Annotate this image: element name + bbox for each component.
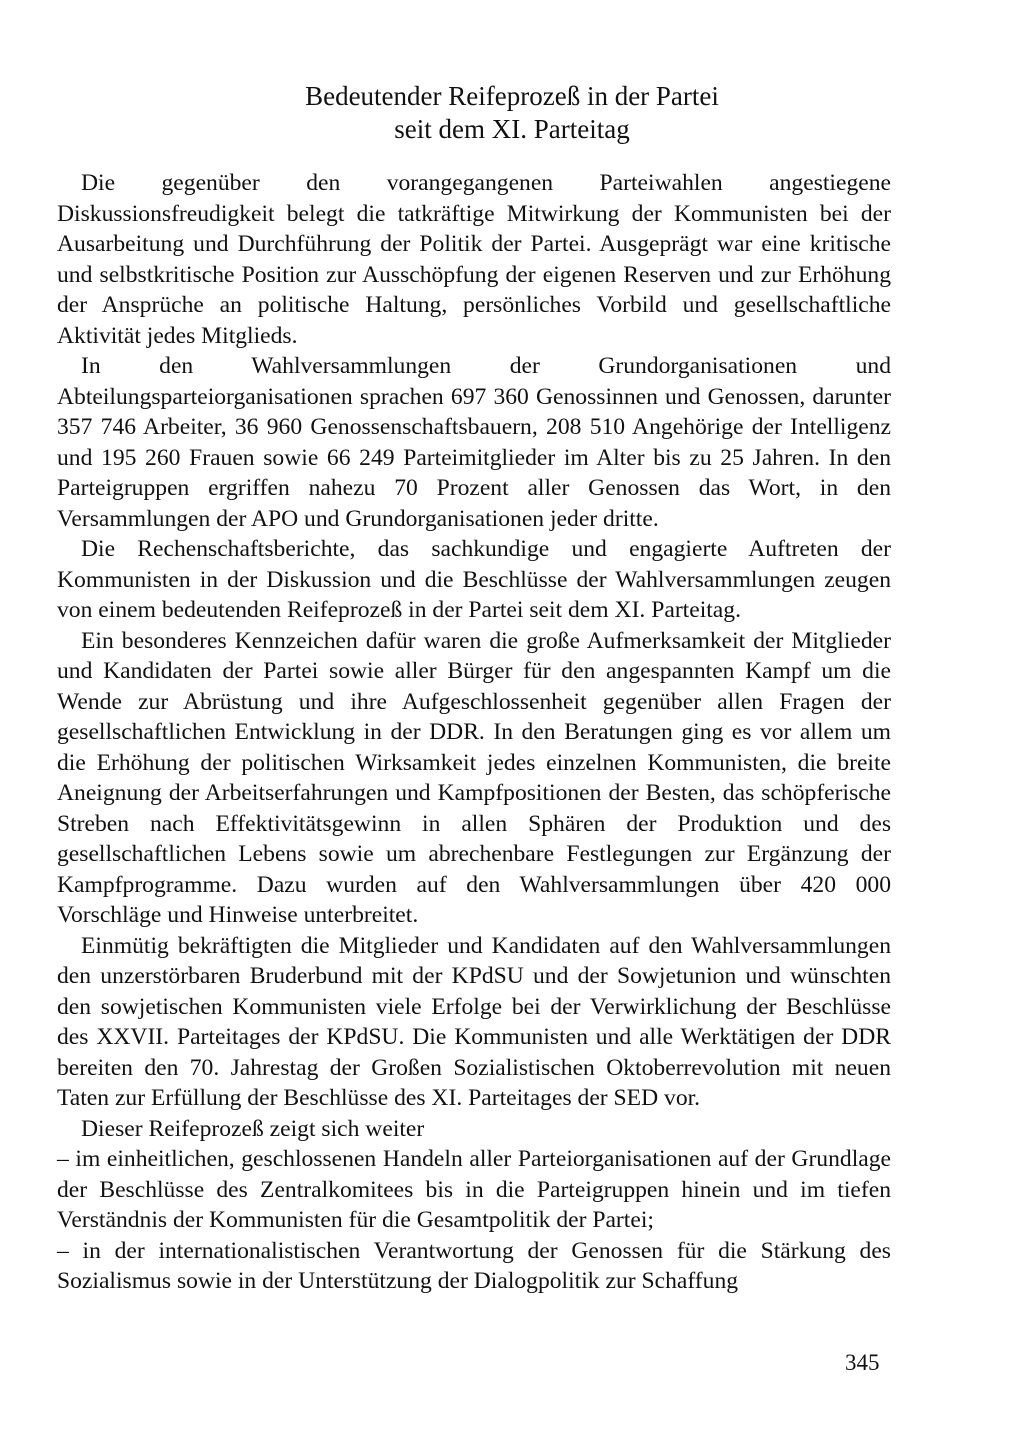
list-item-1: – im einheitlichen, geschlossenen Handeln aller Parteiorganisationen auf der Grundlage der Beschlüsse des Zentralkomitees bis in die Parteigruppen hinein und im tiefen Verständnis der Kommunisten für die Gesamtpolitik der Partei;	[57, 1146, 891, 1233]
paragraph-4: Ein besonderes Kennzeichen dafür waren die große Aufmerksamkeit der Mitglieder und Kandidaten der Partei sowie aller Bürger für den angespannten Kampf um die Wende zur Abrüstung und ihre Aufgeschlossenheit gegenüber allen Fragen der gesellschaftlichen Entwicklung in der DDR. In den Beratungen ging es vor allem um die Erhöhung der politischen Wirksamkeit jedes einzelnen Kommunisten, die breite Aneignung der Arbeitserfahrungen und Kampfpositionen der Besten, das schöpferische Streben nach Effektivitätsgewinn in allen Sphären der Produktion und des gesellschaftlichen Lebens sowie um abrechenbare Festlegungen zur Ergänzung der Kampfprogramme. Dazu wurden auf den Wahlversammlungen über 420 000 Vorschläge und Hinweise unterbreitet.	[57, 627, 891, 928]
paragraph-6: Dieser Reifeprozeß zeigt sich weiter	[81, 1115, 425, 1142]
page-number: 345	[845, 1350, 880, 1375]
heading-line-1: Bedeutender Reifeprozeß in der Partei	[305, 81, 719, 111]
paragraph-3: Die Rechenschaftsberichte, das sachkundige und engagierte Auftreten der Kommunisten in der Diskussion und die Beschlüsse der Wahlversammlungen zeugen von einem bedeutenden Reifeprozeß in der Partei seit dem XI. Parteitag.	[57, 536, 891, 623]
paragraph-1: Die gegenüber den vorangegangenen Parteiwahlen angestiegene Diskussionsfreudigkeit belegt die tatkräftige Mitwirkung der Kommunisten bei der Ausarbeitung und Durchführung der Politik der Partei. Ausgeprägt war eine kritische und selbstkritische Position zur Ausschöpfung der eigenen Reserven und zur Erhöhung der Ansprüche an politische Haltung, persönliches Vorbild und gesellschaftliche Aktivität jedes Mitglieds.	[57, 170, 891, 349]
paragraph-2: In den Wahlversammlungen der Grundorganisationen und Abteilungsparteiorganisationen sprachen 697 360 Genossinnen und Genossen, darunter 357 746 Arbeiter, 36 960 Genossenschaftsbauern, 208 510 Angehörige der Intelligenz und 195 260 Frauen sowie 66 249 Parteimitglieder im Alter bis zu 25 Jahren. In den Parteigruppen ergriffen nahezu 70 Prozent aller Genossen das Wort, in den Versammlungen der APO und Grundorganisationen jeder dritte.	[57, 353, 891, 532]
section-heading	[0, 80, 1024, 146]
heading-line-2: seit dem XI. Parteitag	[394, 114, 630, 144]
body-text	[57, 168, 891, 1297]
paragraph-5: Einmütig bekräftigten die Mitglieder und Kandidaten auf den Wahlversammlungen den unzerstörbaren Bruderbund mit der KPdSU und der Sowjetunion und wünschten den sowjetischen Kommunisten viele Erfolge bei der Verwirklichung der Beschlüsse des XXVII. Parteitages der KPdSU. Die Kommunisten und alle Werktätigen der DDR bereiten den 70. Jahrestag der Großen Sozialistischen Oktoberrevolution mit neuen Taten zur Erfüllung der Beschlüsse des XI. Parteitages der SED vor.	[57, 932, 891, 1111]
list-item-2: – in der internationalistischen Verantwortung der Genossen für die Stärkung des Sozialismus sowie in der Unterstützung der Dialogpolitik zur Schaffung	[57, 1237, 891, 1294]
